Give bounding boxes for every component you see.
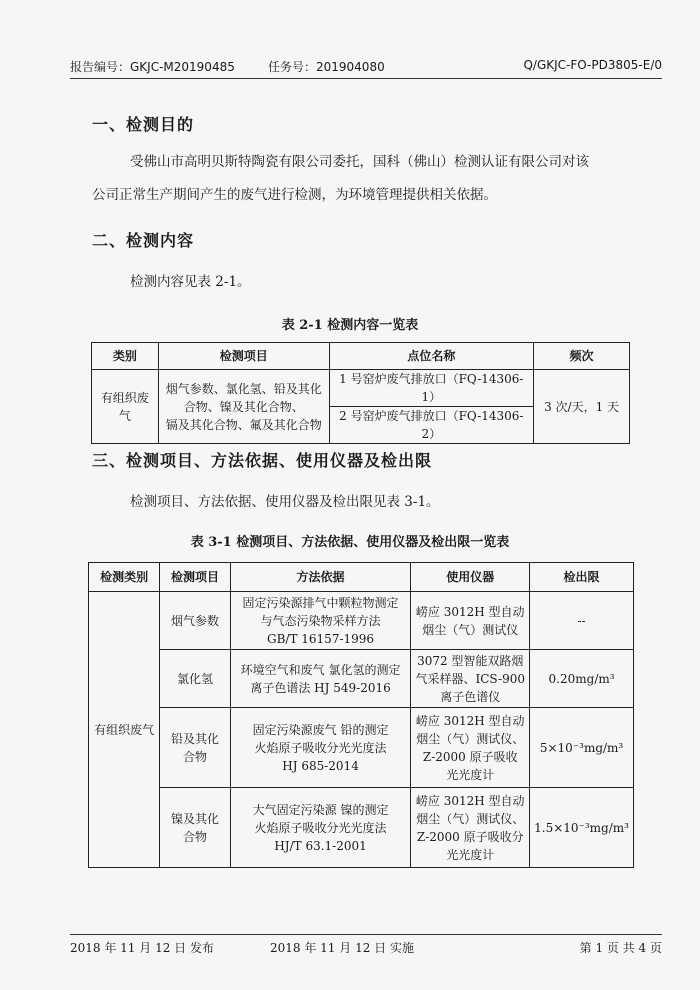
th-instrument: 使用仪器 [411, 563, 530, 592]
document-code: Q/GKJC-FO-PD3805-E/0 [523, 58, 662, 72]
header-divider [70, 78, 662, 79]
instrument-line: 烟尘（气）测试仪、 [416, 731, 525, 746]
instrument-line: Z-2000 原子吸收分 [416, 829, 524, 844]
test-category-cell: 有组织废气 [89, 592, 160, 868]
item-line: 烟气参数 [171, 613, 220, 628]
table-2-1 [91, 342, 630, 444]
instrument-line: 崂应 3012H 型自动 [415, 713, 525, 728]
implement-date: 2018 年 11 月 12 日 实施 [270, 941, 414, 955]
item-line: 合物 [183, 829, 208, 844]
method-line: GB/T 16157-1996 [267, 631, 375, 646]
section1-text-line1: 受佛山市高明贝斯特陶瓷有限公司委托，国科（佛山）检测认证有限公司对该 [130, 154, 589, 170]
th-category: 类别 [92, 343, 159, 370]
instrument-line: 光光度计 [446, 847, 495, 862]
publish-date: 2018 年 11 月 12 日 发布 [70, 941, 214, 955]
item-line: 合物 [183, 749, 208, 764]
section1-heading: 一、检测目的 [92, 115, 195, 134]
table-row-instrument [411, 788, 530, 868]
frequency-cell: 3 次/天，1 天 [534, 370, 630, 444]
table-row-item [160, 788, 230, 868]
task-number: 任务号：201904080 [268, 60, 385, 74]
category-cell: 有组织废气 [92, 370, 159, 444]
point-cell-2: 2 号窑炉废气排放口（FQ-14306-2） [329, 407, 534, 444]
section1-text-line2: 公司正常生产期间产生的废气进行检测，为环境管理提供相关依据。 [92, 187, 497, 203]
table-row-method [230, 708, 411, 788]
th-point: 点位名称 [329, 343, 534, 370]
table-row-limit: 0.20mg/m³ [530, 650, 634, 708]
section2-text: 检测内容见表 2-1。 [130, 274, 251, 290]
table-row-method [230, 592, 411, 650]
instrument-line: 烟尘（气）测试仪、 [416, 811, 525, 826]
table-row-item [160, 650, 230, 708]
table-row-instrument [411, 708, 530, 788]
th-detection-limit: 检出限 [530, 563, 634, 592]
item-line: 镍及其化 [171, 811, 220, 826]
th-frequency: 频次 [534, 343, 630, 370]
table-3-1 [88, 562, 634, 868]
table-row-limit: 1.5×10⁻³mg/m³ [530, 788, 634, 868]
table-2-1-caption: 表 2-1 检测内容一览表 [281, 318, 419, 333]
table-row-method [230, 788, 411, 868]
section3-heading: 三、检测项目、方法依据、使用仪器及检出限 [92, 451, 433, 470]
section2-heading: 二、检测内容 [92, 231, 195, 250]
instrument-line: 光光度计 [446, 767, 495, 782]
items-line: 合物、镍及其化合物、 [183, 399, 304, 414]
instrument-line: Z-2000 原子吸收 [422, 749, 518, 764]
table-row-method [230, 650, 411, 708]
th-test-category: 检测类别 [89, 563, 160, 592]
th-method: 方法依据 [230, 563, 411, 592]
point-cell-1: 1 号窑炉废气排放口（FQ-14306-1） [329, 370, 534, 407]
page-number: 第 1 页 共 4 页 [579, 941, 662, 955]
items-line: 镉及其化合物、氟及其化合物 [165, 417, 322, 432]
instrument-line: 崂应 3012H 型自动 [415, 604, 525, 619]
th-test-item: 检测项目 [160, 563, 230, 592]
items-cell [158, 370, 329, 444]
table-row-instrument [411, 650, 530, 708]
table-row-limit: -- [530, 592, 634, 650]
report-number: 报告编号：GKJC-M20190485 [70, 60, 235, 74]
method-line: 火焰原子吸收分光光度法 [254, 740, 387, 755]
instrument-line: 气采样器、ICS-900 [415, 671, 526, 686]
method-line: 固定污染源废气 铅的测定 [252, 722, 389, 737]
method-line: 与气态污染物采样方法 [260, 613, 381, 628]
table-row-limit: 5×10⁻³mg/m³ [530, 708, 634, 788]
method-line: 火焰原子吸收分光光度法 [254, 820, 387, 835]
table-row-instrument [411, 592, 530, 650]
instrument-line: 烟尘（气）测试仪 [422, 622, 519, 637]
item-line: 氯化氢 [177, 671, 214, 686]
method-line: 环境空气和废气 氯化氢的测定 [240, 662, 401, 677]
item-line: 铅及其化 [171, 731, 220, 746]
method-line: 离子色谱法 HJ 549-2016 [250, 680, 391, 695]
report-footer [70, 934, 662, 955]
section3-text: 检测项目、方法依据、使用仪器及检出限见表 3-1。 [130, 494, 440, 510]
instrument-line: 崂应 3012H 型自动 [415, 793, 525, 808]
table-row-item [160, 708, 230, 788]
table-3-1-caption: 表 3-1 检测项目、方法依据、使用仪器及检出限一览表 [190, 535, 510, 550]
table-row-item [160, 592, 230, 650]
method-line: HJ/T 63.1-2001 [274, 838, 367, 853]
method-line: 固定污染源排气中颗粒物测定 [242, 595, 399, 610]
th-item: 检测项目 [158, 343, 329, 370]
items-line: 烟气参数、氯化氢、铅及其化 [165, 381, 322, 396]
instrument-line: 3072 型智能双路烟 [417, 653, 524, 668]
method-line: 大气固定污染源 镍的测定 [252, 802, 389, 817]
method-line: HJ 685-2014 [282, 758, 359, 773]
instrument-line: 离子色谱仪 [440, 689, 501, 704]
